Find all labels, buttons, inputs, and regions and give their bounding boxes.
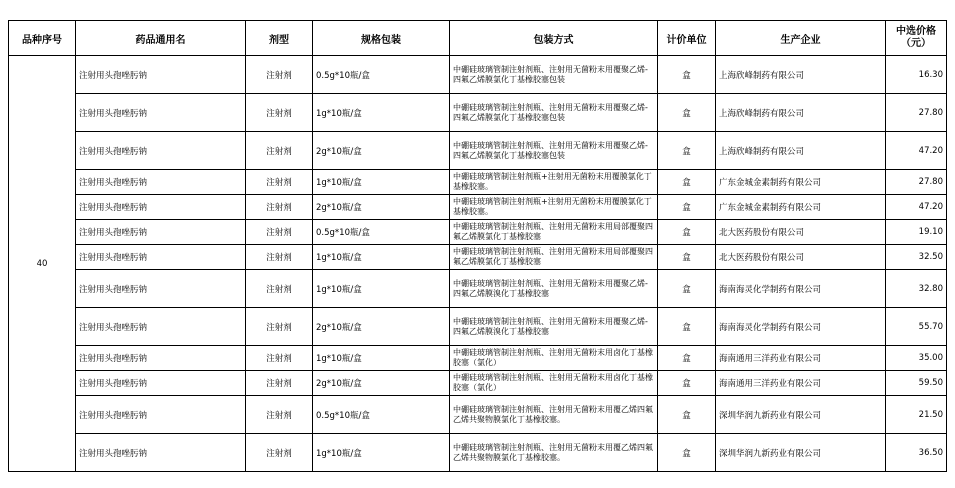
cell-form: 注射剂 <box>246 346 313 371</box>
cell-form: 注射剂 <box>246 270 313 308</box>
cell-price: 35.00 <box>886 346 947 371</box>
cell-name: 注射用头孢唑肟钠 <box>76 396 246 434</box>
cell-maker: 北大医药股份有限公司 <box>716 220 886 245</box>
table-row <box>9 56 947 94</box>
cell-price: 27.80 <box>886 94 947 132</box>
cell-maker: 上海欣峰制药有限公司 <box>716 132 886 170</box>
cell-spec: 2g*10瓶/盒 <box>313 308 450 346</box>
cell-price: 55.70 <box>886 308 947 346</box>
cell-pack: 中硼硅玻璃管制注射剂瓶、注射用无菌粉末用卤化丁基橡胶塞（氯化） <box>450 371 658 396</box>
cell-form: 注射剂 <box>246 434 313 472</box>
cell-price: 32.50 <box>886 245 947 270</box>
cell-spec: 1g*10瓶/盒 <box>313 434 450 472</box>
cell-form: 注射剂 <box>246 94 313 132</box>
cell-pack: 中硼硅玻璃管制注射剂瓶+注射用无菌粉末用覆膜氯化丁基橡胶塞。 <box>450 170 658 195</box>
cell-form: 注射剂 <box>246 396 313 434</box>
cell-maker: 广东金城金素制药有限公司 <box>716 170 886 195</box>
cell-spec: 1g*10瓶/盒 <box>313 94 450 132</box>
cell-form: 注射剂 <box>246 170 313 195</box>
cell-pack: 中硼硅玻璃管制注射剂瓶、注射用无菌粉末用覆聚乙烯-四氟乙烯膜氯化丁基橡胶塞包装 <box>450 56 658 94</box>
cell-name: 注射用头孢唑肟钠 <box>76 434 246 472</box>
cell-name: 注射用头孢唑肟钠 <box>76 270 246 308</box>
cell-unit: 盒 <box>658 94 716 132</box>
cell-pack: 中硼硅玻璃管制注射剂瓶、注射用无菌粉末用覆聚乙烯-四氟乙烯膜氯化丁基橡胶塞包装 <box>450 132 658 170</box>
cell-maker: 海南通用三洋药业有限公司 <box>716 346 886 371</box>
cell-spec: 0.5g*10瓶/盒 <box>313 220 450 245</box>
cell-price: 27.80 <box>886 170 947 195</box>
table-row <box>9 170 947 195</box>
cell-name: 注射用头孢唑肟钠 <box>76 132 246 170</box>
cell-maker: 海南通用三洋药业有限公司 <box>716 371 886 396</box>
header-price-line1: 中选价格 <box>896 26 936 37</box>
cell-form: 注射剂 <box>246 308 313 346</box>
cell-spec: 2g*10瓶/盒 <box>313 132 450 170</box>
cell-spec: 1g*10瓶/盒 <box>313 270 450 308</box>
cell-pack: 中硼硅玻璃管制注射剂瓶、注射用无菌粉末用覆聚乙烯-四氟乙烯膜溴化丁基橡胶塞 <box>450 308 658 346</box>
cell-spec: 1g*10瓶/盒 <box>313 245 450 270</box>
cell-unit: 盒 <box>658 195 716 220</box>
cell-maker: 北大医药股份有限公司 <box>716 245 886 270</box>
cell-spec: 2g*10瓶/盒 <box>313 371 450 396</box>
cell-spec: 2g*10瓶/盒 <box>313 195 450 220</box>
table-row <box>9 346 947 371</box>
table-row <box>9 245 947 270</box>
cell-spec: 0.5g*10瓶/盒 <box>313 56 450 94</box>
header-maker: 生产企业 <box>716 21 886 56</box>
cell-unit: 盒 <box>658 170 716 195</box>
table-row <box>9 195 947 220</box>
cell-unit: 盒 <box>658 270 716 308</box>
cell-price: 21.50 <box>886 396 947 434</box>
cell-name: 注射用头孢唑肟钠 <box>76 170 246 195</box>
cell-unit: 盒 <box>658 245 716 270</box>
cell-pack: 中硼硅玻璃管制注射剂瓶、注射用无菌粉末用覆乙烯四氟乙烯共聚物膜氯化丁基橡胶塞。 <box>450 434 658 472</box>
header-price-line2: （元） <box>901 38 931 49</box>
table-row <box>9 371 947 396</box>
cell-name: 注射用头孢唑肟钠 <box>76 94 246 132</box>
cell-name: 注射用头孢唑肟钠 <box>76 308 246 346</box>
table-row <box>9 434 947 472</box>
cell-price: 32.80 <box>886 270 947 308</box>
cell-maker: 深圳华润九新药业有限公司 <box>716 396 886 434</box>
cell-form: 注射剂 <box>246 371 313 396</box>
cell-form: 注射剂 <box>246 220 313 245</box>
cell-pack: 中硼硅玻璃管制注射剂瓶、注射用无菌粉末用覆乙烯四氟乙烯共聚物膜氯化丁基橡胶塞。 <box>450 396 658 434</box>
cell-pack: 中硼硅玻璃管制注射剂瓶、注射用无菌粉末用覆聚乙烯-四氟乙烯膜氯化丁基橡胶塞包装 <box>450 94 658 132</box>
cell-unit: 盒 <box>658 371 716 396</box>
cell-name: 注射用头孢唑肟钠 <box>76 346 246 371</box>
header-seq: 品种序号 <box>9 21 76 56</box>
table-row <box>9 396 947 434</box>
table-row <box>9 94 947 132</box>
table-row <box>9 132 947 170</box>
cell-unit: 盒 <box>658 308 716 346</box>
cell-name: 注射用头孢唑肟钠 <box>76 56 246 94</box>
cell-maker: 上海欣峰制药有限公司 <box>716 94 886 132</box>
cell-maker: 深圳华润九新药业有限公司 <box>716 434 886 472</box>
cell-seq: 40 <box>9 56 76 472</box>
header-unit: 计价单位 <box>658 21 716 56</box>
header-name: 药品通用名 <box>76 21 246 56</box>
cell-pack: 中硼硅玻璃管制注射剂瓶、注射用无菌粉末用局部覆聚四氟乙烯膜氯化丁基橡胶塞 <box>450 220 658 245</box>
cell-unit: 盒 <box>658 434 716 472</box>
cell-spec: 1g*10瓶/盒 <box>313 346 450 371</box>
cell-spec: 1g*10瓶/盒 <box>313 170 450 195</box>
cell-pack: 中硼硅玻璃管制注射剂瓶、注射用无菌粉末用卤化丁基橡胶塞（氯化） <box>450 346 658 371</box>
cell-price: 47.20 <box>886 132 947 170</box>
cell-pack: 中硼硅玻璃管制注射剂瓶、注射用无菌粉末用覆聚乙烯-四氟乙烯膜溴化丁基橡胶塞 <box>450 270 658 308</box>
cell-name: 注射用头孢唑肟钠 <box>76 245 246 270</box>
cell-form: 注射剂 <box>246 195 313 220</box>
cell-unit: 盒 <box>658 396 716 434</box>
cell-price: 47.20 <box>886 195 947 220</box>
cell-maker: 广东金城金素制药有限公司 <box>716 195 886 220</box>
cell-maker: 上海欣峰制药有限公司 <box>716 56 886 94</box>
cell-name: 注射用头孢唑肟钠 <box>76 195 246 220</box>
cell-spec: 0.5g*10瓶/盒 <box>313 396 450 434</box>
cell-maker: 海南海灵化学制药有限公司 <box>716 270 886 308</box>
header-spec: 规格包装 <box>313 21 450 56</box>
cell-name: 注射用头孢唑肟钠 <box>76 371 246 396</box>
cell-pack: 中硼硅玻璃管制注射剂瓶、注射用无菌粉末用局部覆聚四氟乙烯膜氯化丁基橡胶塞 <box>450 245 658 270</box>
header-row <box>9 21 947 56</box>
table-row <box>9 220 947 245</box>
cell-price: 16.30 <box>886 56 947 94</box>
header-form: 剂型 <box>246 21 313 56</box>
cell-price: 36.50 <box>886 434 947 472</box>
table-body <box>9 56 947 472</box>
cell-unit: 盒 <box>658 132 716 170</box>
cell-unit: 盒 <box>658 56 716 94</box>
drug-price-table <box>8 20 947 472</box>
cell-form: 注射剂 <box>246 245 313 270</box>
cell-name: 注射用头孢唑肟钠 <box>76 220 246 245</box>
cell-pack: 中硼硅玻璃管制注射剂瓶+注射用无菌粉末用覆膜氯化丁基橡胶塞。 <box>450 195 658 220</box>
table-row <box>9 270 947 308</box>
header-price <box>886 21 947 56</box>
cell-price: 59.50 <box>886 371 947 396</box>
header-pack: 包装方式 <box>450 21 658 56</box>
cell-unit: 盒 <box>658 346 716 371</box>
cell-unit: 盒 <box>658 220 716 245</box>
cell-form: 注射剂 <box>246 132 313 170</box>
cell-maker: 海南海灵化学制药有限公司 <box>716 308 886 346</box>
cell-form: 注射剂 <box>246 56 313 94</box>
cell-price: 19.10 <box>886 220 947 245</box>
table-row <box>9 308 947 346</box>
